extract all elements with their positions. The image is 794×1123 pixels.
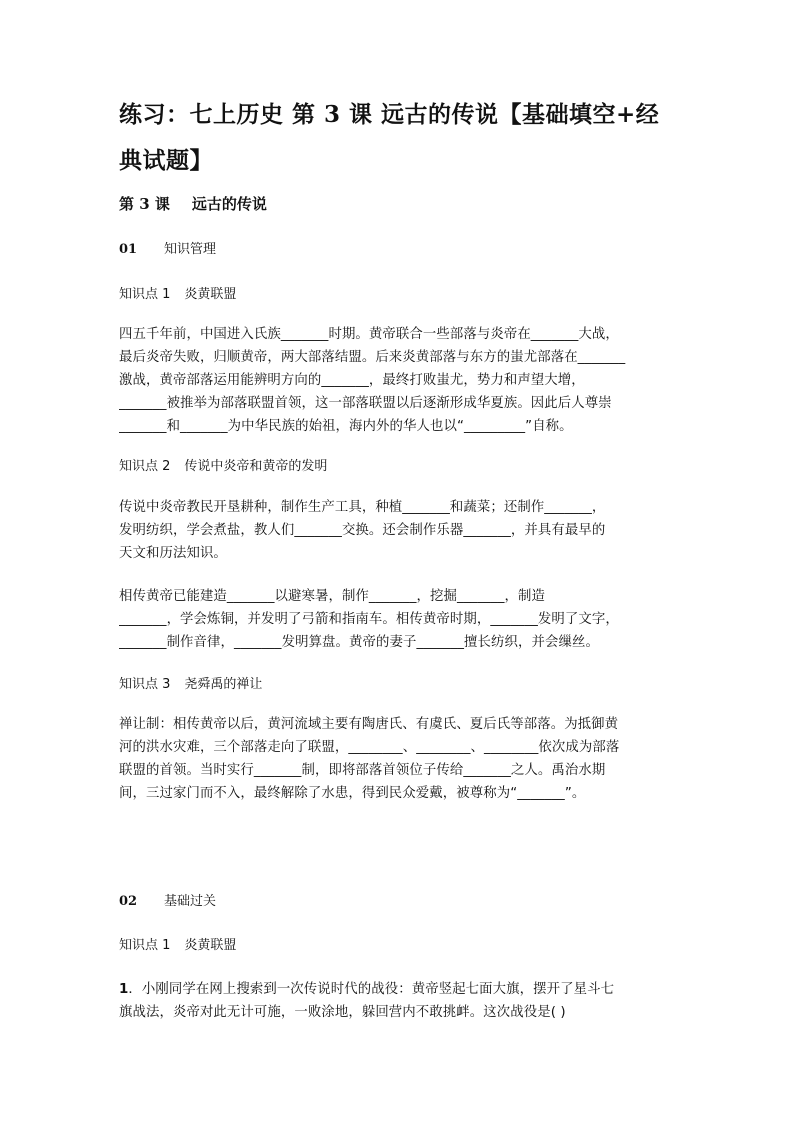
section-heading-basic-practice: [119, 893, 216, 911]
kp-label: 知识点 3: [119, 677, 171, 692]
paragraph-line: 发明纺织，学会煮盐，教人们_______交换。还会制作乐器_______，并具有最早的: [119, 523, 606, 538]
kp-name: 传说中炎帝和黄帝的发明: [184, 459, 328, 474]
question-line: [119, 978, 679, 1001]
kp-name: 炎黄联盟: [184, 287, 237, 302]
kp-label: 知识点 1: [119, 287, 171, 302]
knowledge-point-heading-2: [119, 458, 327, 476]
section-label: 基础过关: [164, 894, 217, 909]
paragraph-line: 间，三过家门而不入，最终解除了水患，得到民众爱戴，被尊称为“_______”。: [119, 786, 586, 801]
section-label: 知识管理: [164, 242, 217, 257]
paragraph-line: 禅让制：相传黄帝以后，黄河流域主要有陶唐氏、有虞氏、夏后氏等部落。为抵御黄: [119, 717, 619, 732]
paragraph-line: _______和_______为中华民族的始祖，海内外的华人也以“_________”自称。: [119, 419, 573, 434]
knowledge-point-heading-1: [119, 286, 236, 304]
paragraph-line: 联盟的首领。当时实行_______制，即将部落首领位子传给_______之人。禹治水期: [119, 763, 606, 778]
question-number: 1: [119, 982, 129, 997]
kp3-paragraph: [119, 713, 679, 805]
kp2-paragraph-2: [119, 585, 679, 654]
kp1-paragraph: [119, 323, 679, 438]
paragraph-line: _______制作音律，_______发明算盘。黄帝的妻子_______擅长纺织，并会缫丝。: [119, 635, 599, 650]
question-1: [119, 978, 679, 1024]
section-number: 01: [119, 242, 138, 257]
kp-name: 尧舜禹的禅让: [184, 677, 263, 692]
paragraph-line: _______被推举为部落联盟首领，这一部落联盟以后逐渐形成华夏族。因此后人尊崇: [119, 396, 612, 411]
paragraph-line: 最后炎帝失败，归顺黄帝，两大部落结盟。后来炎黄部落与东方的蚩尤部落在_______: [119, 350, 626, 365]
paragraph-line: 河的洪水灾难，三个部落走向了联盟，________、________、________依次成为部落: [119, 740, 620, 755]
page-title: 练习：七上历史 第 3 课 远古的传说【基础填空+经典试题】: [119, 101, 660, 174]
paragraph-line: 四五千年前，中国进入氏族_______时期。黄帝联合一些部落与炎帝在_______大战，: [119, 327, 619, 342]
paragraph-line: 相传黄帝已能建造_______以避寒暑，制作_______，挖掘_______，制造: [119, 589, 546, 604]
paragraph-line: 天文和历法知识。: [119, 546, 227, 561]
paragraph-line: 传说中炎帝教民开垦耕种，制作生产工具，种植_______和蔬菜；还制作_______，: [119, 500, 606, 515]
kp-label: 知识点 1: [119, 938, 171, 953]
kp-label: 知识点 2: [119, 459, 171, 474]
kp-name: 炎黄联盟: [184, 938, 237, 953]
lesson-label: 第 3 课: [119, 195, 170, 213]
question-line: 旗战法，炎帝对此无计可施，一败涂地，躲回营内不敢挑衅。这次战役是( ): [119, 1005, 566, 1020]
paragraph-line: _______，学会炼铜，并发明了弓箭和指南车。相传黄帝时期，_______发明了文字，: [119, 612, 619, 627]
section-number: 02: [119, 894, 138, 909]
question-text: ．小刚同学在网上搜索到一次传说时代的战役：黄帝竖起七面大旗，摆开了星斗七: [128, 982, 615, 997]
kp2-paragraph-1: [119, 496, 679, 565]
lesson-name: 远古的传说: [191, 195, 267, 213]
lesson-heading: [119, 194, 267, 214]
knowledge-point-heading-3: [119, 676, 262, 694]
knowledge-point-heading-1b: [119, 937, 236, 955]
paragraph-line: 激战，黄帝部落运用能辨明方向的_______，最终打败蚩尤，势力和声望大增，: [119, 373, 585, 388]
section-heading-knowledge-management: [119, 241, 216, 259]
